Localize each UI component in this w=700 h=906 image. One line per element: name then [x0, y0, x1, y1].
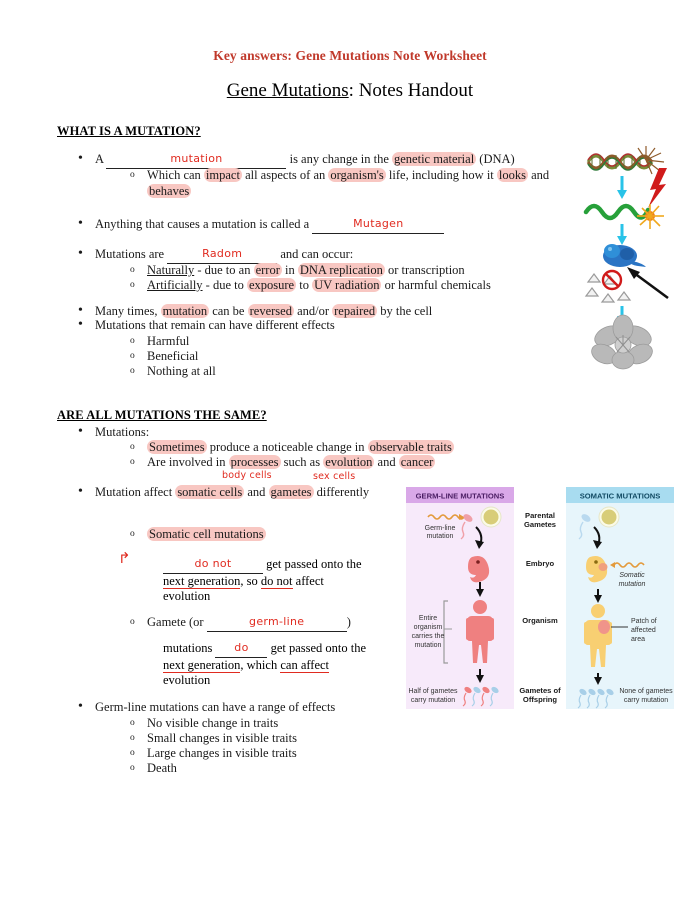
highlight-behaves: behaves: [149, 183, 190, 198]
subbullet-no-visible-change: o No visible change in traits: [147, 716, 278, 732]
highlight-gametes: gametes: [270, 485, 312, 499]
processes-b: such as: [283, 455, 321, 469]
somatic-line3: evolution: [163, 589, 211, 603]
page-title-rest: : Notes Handout: [348, 80, 474, 101]
somatic-egg-icon: [599, 507, 619, 527]
subbullet-harmful: o Harmful: [147, 334, 189, 350]
processes-a: Are involved in: [147, 455, 226, 469]
svg-text:mutation: mutation: [618, 581, 646, 588]
germline-mutation-label-1: Germ-line: [424, 525, 456, 532]
gamete-answer-block: [163, 641, 393, 689]
reversed-a: Many times,: [95, 304, 158, 318]
somatic-gametes-a: Mutation affect: [95, 485, 173, 499]
subbullet-sometimes: [147, 440, 577, 456]
highlight-error: error: [255, 263, 280, 277]
answer-blank-mutation[interactable]: [106, 152, 286, 169]
bullet-mutations-are: [95, 247, 575, 264]
naturally-c: or transcription: [387, 263, 465, 277]
gamete-line1-b: get passed onto the: [270, 641, 367, 655]
svg-text:area: area: [631, 636, 646, 643]
impact-a: Which can: [147, 168, 201, 182]
highlight-cancer: cancer: [400, 455, 434, 469]
somatic-line2-b: , so: [240, 573, 258, 588]
label-naturally: Naturally: [147, 263, 195, 277]
somatic-affected-patch: [598, 620, 610, 634]
definition-pre: A: [95, 152, 104, 166]
svg-text:Gametes of: Gametes of: [519, 686, 561, 695]
dna-helix-icon: [588, 154, 652, 170]
somatic-gametes-b: and: [247, 485, 266, 499]
highlight-evolution: evolution: [325, 455, 373, 469]
answer-blank-germ-line[interactable]: [207, 615, 347, 632]
somatic-line2-c: affect: [295, 573, 324, 588]
mutations-are-post: and can occur:: [280, 247, 354, 261]
answer-blank-do[interactable]: [215, 641, 267, 658]
somatic-header-text: SOMATIC MUTATIONS: [579, 491, 661, 501]
highlight-somatic-cell-mutations: Somatic cell mutations: [149, 527, 264, 541]
impact-b: all aspects of an: [245, 168, 326, 182]
key-answers-title: Key answers: Gene Mutations Note Worksheet: [213, 48, 487, 63]
highlight-impact: impact: [205, 168, 240, 182]
svg-text:Half of gametes: Half of gametes: [408, 688, 458, 695]
mutations-are-pre: Mutations are: [95, 247, 165, 261]
pointer-arrow-icon: [627, 267, 668, 298]
subbullet-death: o Death: [147, 761, 177, 777]
svg-text:Embryo: Embryo: [525, 559, 555, 568]
svg-text:Gametes: Gametes: [523, 520, 557, 529]
highlight-uv-radiation: UV radiation: [314, 278, 380, 292]
svg-text:Organism: Organism: [522, 616, 558, 625]
dna-to-flower-illustration: [580, 146, 680, 374]
lightning-bolt-icon: [648, 168, 667, 208]
artificially-b: to: [299, 278, 309, 292]
bullet-somatic-and-gametes: [95, 485, 395, 501]
highlight-processes: processes: [230, 455, 279, 469]
handwritten-do: do: [234, 641, 249, 654]
svg-text:affected: affected: [631, 627, 656, 634]
handwritten-germ-line: germ-line: [249, 615, 305, 628]
highlight-somatic-cells: somatic cells: [177, 485, 243, 499]
processes-c: and: [377, 455, 396, 469]
svg-text:Entire: Entire: [418, 615, 438, 622]
highlight-observable-traits: observable traits: [369, 440, 452, 454]
mutagen-pre: Anything that causes a mutation is called a: [95, 217, 310, 231]
impact-c: life, including how it: [388, 168, 494, 182]
highlight-dna-replication: DNA replication: [299, 263, 383, 277]
answer-blank-random[interactable]: [167, 247, 277, 264]
impact-d: and: [531, 168, 550, 182]
handwritten-note-body-cells: body cells: [222, 470, 272, 481]
germline-vs-somatic-figure: [406, 487, 674, 715]
gamete-pre: Gamete (or: [147, 615, 204, 629]
germline-mutation-label-2: mutation: [426, 533, 454, 540]
label-artificially: Artificially: [147, 278, 203, 292]
subbullet-nothing-at-all: o Nothing at all: [147, 364, 216, 380]
reversed-c: and/or: [297, 304, 330, 318]
subbullet-naturally: [147, 263, 572, 279]
handwritten-note-sex-cells: sex cells: [313, 471, 356, 482]
gamete-line3: evolution: [163, 673, 211, 687]
subbullet-large-changes: o Large changes in visible traits: [147, 746, 297, 762]
bullet-different-effects: • Mutations that remain can have different effects: [95, 318, 575, 334]
naturally-a: - due to an: [197, 263, 251, 277]
naturally-b: in: [285, 263, 295, 277]
bullet-mutagen: [95, 217, 575, 234]
highlight-mutation-word: mutation: [162, 304, 208, 318]
highlight-repaired: repaired: [334, 304, 376, 318]
subbullet-small-changes: o Small changes in visible traits: [147, 731, 297, 747]
definition-post: is any change in the: [289, 152, 389, 166]
highlight-organisms: organism's: [330, 168, 384, 182]
section-heading-what-is-a-mutation: WHAT IS A MUTATION?: [57, 124, 201, 138]
reversed-d: by the cell: [380, 304, 433, 318]
svg-text:carries the: carries the: [411, 633, 445, 640]
subbullet-processes: [147, 455, 577, 471]
highlight-reversed: reversed: [249, 304, 292, 318]
germline-egg-icon: [481, 507, 501, 527]
arrow-down-1: [617, 176, 627, 199]
bullet-mutations-colon: • Mutations:: [95, 425, 149, 441]
bullet-germline-range: • Germ-line mutations can have a range of effects: [95, 700, 335, 716]
highlight-sometimes: Sometimes: [149, 440, 205, 454]
handwritten-mutation: mutation: [170, 152, 223, 165]
gamete-close: ): [346, 615, 351, 629]
svg-text:None of gametes: None of gametes: [619, 688, 673, 695]
underline-next-generation-1: next generation: [163, 573, 241, 588]
svg-text:Parental: Parental: [525, 511, 555, 520]
sometimes-a: produce a noticeable change in: [209, 440, 365, 454]
row-labels: [519, 511, 561, 704]
somatic-gametes-c: differently: [316, 485, 370, 499]
svg-text:organism: organism: [413, 624, 443, 631]
gamete-line1-a: mutations: [163, 641, 213, 655]
svg-text:Somatic: Somatic: [619, 572, 645, 579]
underline-can-affect: can affect: [280, 657, 330, 672]
artificially-c: or harmful chemicals: [384, 278, 491, 292]
protein-icon: [603, 244, 646, 267]
underline-next-generation-2: next generation: [163, 657, 241, 672]
reversed-b: can be: [212, 304, 245, 318]
highlight-looks: looks: [498, 168, 526, 182]
svg-text:carry mutation: carry mutation: [623, 697, 669, 704]
handwritten-random: Radom: [202, 247, 243, 260]
orange-burst-icon: [637, 204, 664, 229]
svg-text:Offspring: Offspring: [522, 695, 558, 704]
highlight-exposure: exposure: [248, 278, 295, 292]
bullet-definition: [95, 152, 575, 169]
definition-tail: (DNA): [479, 152, 515, 166]
answer-blank-do-not[interactable]: [163, 557, 263, 574]
subbullet-impact: [147, 168, 572, 199]
no-entry-icon: [603, 271, 621, 289]
gamete-line2-b: , which: [240, 657, 278, 672]
section-heading-are-all-mutations-the-same: ARE ALL MUTATIONS THE SAME?: [57, 408, 267, 422]
germline-header-text: GERM-LINE MUTATIONS: [415, 491, 505, 501]
svg-text:carry mutation: carry mutation: [410, 697, 456, 704]
underline-do-not: do not: [260, 573, 293, 588]
page-title-underlined: Gene Mutations: [226, 80, 349, 101]
hook-arrow-mark: ↰: [118, 549, 131, 567]
svg-text:mutation: mutation: [414, 642, 442, 649]
handwritten-do-not: do not: [194, 557, 232, 570]
artificially-a: - due to: [205, 278, 244, 292]
subbullet-gamete: [147, 615, 407, 632]
subbullet-somatic-cell-mutations: [147, 527, 266, 543]
flower-icon: [588, 315, 655, 369]
somatic-line1: get passed onto the: [266, 557, 362, 571]
highlight-genetic-material: genetic material: [394, 152, 475, 166]
page-title: [0, 80, 700, 102]
somatic-answer-block: [163, 557, 393, 605]
subbullet-beneficial: o Beneficial: [147, 349, 198, 365]
svg-text:Patch of: Patch of: [631, 618, 657, 625]
somatic-panel: [566, 487, 674, 709]
subbullet-artificially: [147, 278, 572, 294]
arrow-down-2: [617, 224, 627, 245]
answer-blank-mutagen[interactable]: [312, 217, 444, 234]
handwritten-mutagen: Mutagen: [353, 217, 404, 230]
